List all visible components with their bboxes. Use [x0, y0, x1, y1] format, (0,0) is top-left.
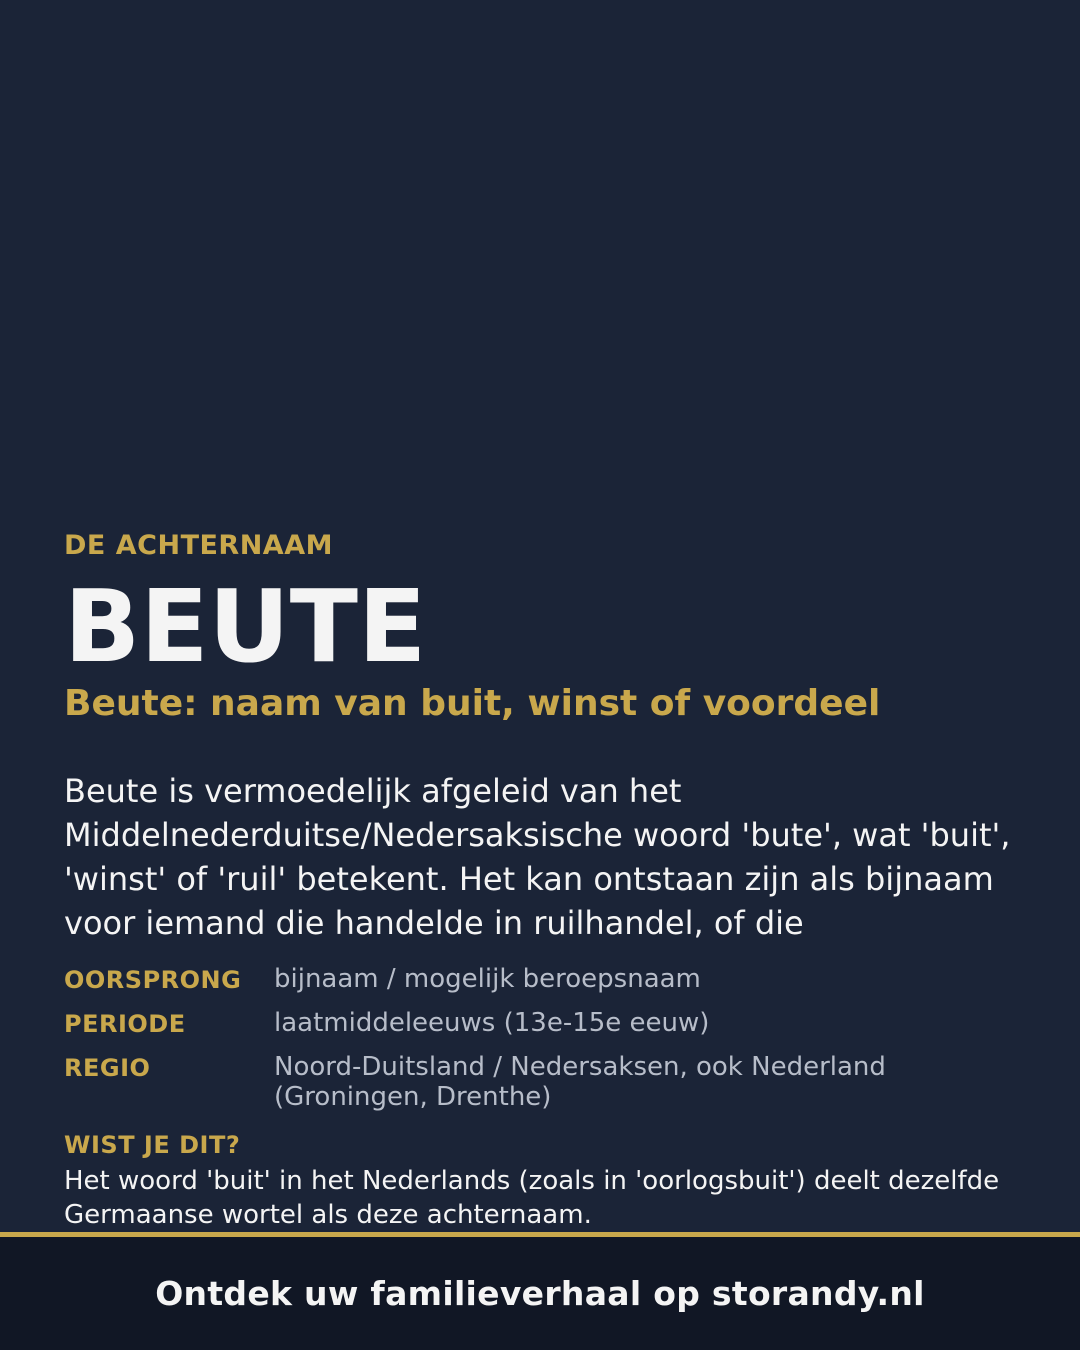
- fact-label: PERIODE: [64, 1010, 186, 1038]
- fact-label: REGIO: [64, 1054, 151, 1082]
- did-you-know-text: Het woord 'buit' in het Nederlands (zoals in 'oorlogsbuit') deelt dezelfde Germaanse wortel als deze achternaam.: [64, 1166, 1000, 1230]
- surname-description: Beute is vermoedelijk afgeleid van het Middelnederduitse/Nedersaksische woord 'bute', wat 'buit', 'winst' of 'ruil' betekent. Het kan ontstaan zijn als bijnaam voor iemand die handelde in ruilhandel, of die: [64, 772, 1011, 942]
- fact-value: laatmiddeleeuws (13e-15e eeuw): [274, 1008, 710, 1038]
- fact-label: OORSPRONG: [64, 966, 242, 994]
- fact-row-origin: [64, 964, 1024, 996]
- surname-tagline: Beute: naam van buit, winst of voordeel: [64, 683, 881, 724]
- fact-value: bijnaam / mogelijk beroepsnaam: [274, 964, 701, 994]
- facts-list: [64, 964, 1024, 1124]
- surname-title: BEUTE: [64, 568, 427, 685]
- footer-cta-link[interactable]: Ontdek uw familieverhaal op storandy.nl: [155, 1274, 925, 1313]
- did-you-know-label: WIST JE DIT?: [64, 1131, 241, 1159]
- footer-banner: [0, 1237, 1080, 1350]
- eyebrow-label: DE ACHTERNAAM: [64, 530, 333, 561]
- fact-row-period: [64, 1008, 1024, 1040]
- fact-value: Noord-Duitsland / Nedersaksen, ook Nederland (Groningen, Drenthe): [274, 1052, 886, 1112]
- fact-row-region: [64, 1052, 1024, 1112]
